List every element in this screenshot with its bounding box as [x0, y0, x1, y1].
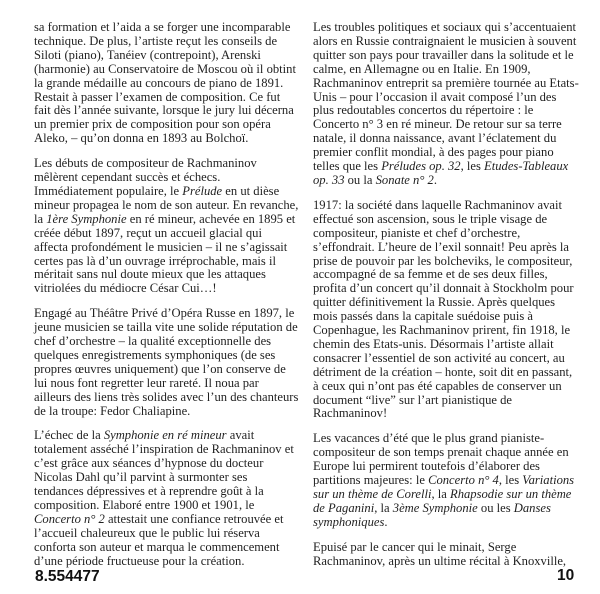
text-line: Epuisé par le cancer qui le minait, Serge — [313, 539, 517, 554]
text-line: consacrer l’essentiel de son activité au concert, au — [313, 350, 565, 365]
text-line — [313, 160, 575, 174]
text-line: alors en Russie contraignaient le musicien à souvent — [313, 33, 577, 48]
text-run: , la — [374, 500, 393, 515]
text-line: technique. De plus, l’artiste reçut les conseils de — [34, 33, 278, 48]
text-run: la — [34, 211, 47, 226]
text-line: Les débuts de compositeur de Rachmaninov — [34, 156, 257, 171]
text-line: méritait sans nul doute mieux que les attaques — [34, 267, 266, 282]
paragraph — [313, 199, 575, 422]
text-run: attestait une confiance retrouvée et — [104, 511, 284, 526]
text-run: telles que les — [313, 159, 382, 174]
text-line — [34, 513, 296, 527]
text-line: Siloti (piano), Tanéiev (contrepoint), Arenski — [34, 47, 261, 62]
text-line: profita d’un concert qu’il donnait à Stockholm pour — [313, 281, 574, 296]
text-line — [34, 429, 296, 443]
text-line: propres œuvres uniquement) que l’on conserve de — [34, 361, 286, 376]
text-line: de la troupe: Fedor Chaliapine. — [34, 403, 191, 418]
text-line: compositeur de son temps prenait chaque année en — [313, 445, 569, 460]
page-number: 10 — [557, 567, 575, 584]
text-line: (harmonie) au Conservatoire de Moscou où il obtint — [34, 61, 296, 76]
text-run: en ré mineur, achevée en 1895 et — [126, 211, 296, 226]
text-line: lui nous font regretter leur rareté. Il noua par — [34, 375, 259, 390]
paragraph — [313, 20, 579, 188]
text-line: calme, en Allemagne ou en Italie. En 1909, — [313, 61, 531, 76]
paragraph — [34, 429, 296, 568]
text-line: plus redoutables concertos du répertoire : le — [313, 103, 534, 118]
text-line — [313, 174, 575, 188]
paragraph — [313, 432, 575, 529]
text-line: compositeur, pianiste et chef d’orchestre, — [313, 225, 521, 240]
text-line — [313, 516, 575, 530]
text-run: , la — [431, 487, 451, 501]
text-line: quelques enregistrements symphoniques (de ses — [34, 347, 276, 362]
italic-title: op. 33 — [313, 172, 345, 187]
paragraph — [34, 156, 299, 296]
text-line: Les troubles politiques et sociaux qui s’accentuaient — [313, 20, 576, 34]
text-line: détriment de la création – honte, soit dit en passant, — [313, 364, 573, 379]
text-line: chemin des Etats-unis. Désormais l’artiste allait — [313, 336, 554, 351]
text-line: jeune musicien se tailla vite une solide réputation de — [34, 320, 298, 335]
text-line: mineur propagea le nom de son auteur. En revanche, — [34, 197, 299, 212]
paragraph — [313, 541, 575, 569]
text-line: Restait à passer l’examen de composition. Ce fut — [34, 89, 281, 104]
text-line: mois passés dans la capitale suédoise puis à — [313, 309, 533, 324]
text-line: mêlèrent cependant succès et échecs. — [34, 170, 221, 185]
text-line: Engagé au Théâtre Privé d’Opéra Russe en 1897, le — [34, 306, 295, 321]
text-line: ailleurs des liens très solides avec l’un des chanteurs — [34, 389, 299, 404]
text-line: l’accueil chaleureux que le public lui réserva — [34, 525, 260, 540]
text-line — [34, 185, 296, 199]
text-line: Europe lui permirent toutefois d’élaborer des — [313, 459, 540, 474]
right-column — [313, 20, 579, 580]
text-line: 1917: la société dans laquelle Rachmaninov avait — [313, 197, 562, 212]
text-run: , les — [460, 159, 485, 174]
text-line: c’est grâce aux séances d’hypnose du docteur — [34, 456, 264, 471]
italic-title: Préludes op. 32 — [381, 159, 461, 174]
text-line — [313, 502, 575, 516]
italic-title: symphoniques — [313, 514, 385, 529]
text-line: sa formation et l’aida a se forger une incomparable — [34, 20, 291, 34]
text-line: prise de pouvoir par les bolcheviks, le compositeur, — [313, 253, 573, 268]
text-line: la grande médaille au concours de piano de 1891. — [34, 75, 284, 90]
paragraph — [34, 21, 296, 146]
italic-title: sur un thème de Corelli — [313, 487, 432, 501]
text-run: L’échec de la — [34, 428, 104, 443]
italic-title: Prélude — [182, 183, 223, 198]
text-line: Copenhague, les Rachmaninov prirent, fin 1918, le — [313, 323, 571, 338]
text-line: créée début 1897, reçut un accueil glacial qui — [34, 225, 262, 240]
text-line: affecta profondément le musicien – il ne s’agissait — [34, 239, 288, 254]
text-line: chef d’orchestre – la qualité exceptionnelle des — [34, 334, 272, 349]
text-line — [313, 474, 575, 488]
text-line: certes pas là d’un ouvrage irréprochable, mais il — [34, 253, 276, 268]
text-line: quitter son pays pour travailler dans la solitude et le — [313, 47, 574, 62]
text-line: Concerto n° 3 en ré mineur. De retour sur sa terre — [313, 117, 562, 132]
text-line: composition. Elaboré entre 1900 et 1901, le — [34, 498, 255, 512]
text-line: Rachmaninov, après un ultime récital à Knoxville, — [313, 553, 567, 568]
text-line: Les vacances d’été que le plus grand pianiste- — [313, 431, 545, 446]
text-line: document “live” sur l’art pianistique de — [313, 392, 512, 407]
italic-title: Symphonie en ré mineur — [103, 428, 227, 443]
italic-title: Rhapsodie sur un thème — [450, 487, 572, 501]
italic-title: Danses — [513, 500, 551, 515]
text-line: Nicolas Dahl qu’il parvint à surmonter ses — [34, 470, 248, 485]
text-line — [34, 213, 296, 227]
paragraph — [34, 306, 299, 418]
text-line — [313, 488, 575, 502]
text-line: Aleko, – qu’on donna en 1893 au Bolchoï. — [34, 131, 249, 146]
italic-title: 1ère Symphonie — [46, 211, 127, 226]
text-run: ou les — [477, 500, 514, 515]
text-line: d’une période fructueuse pour la création. — [34, 553, 245, 568]
text-run: ou la — [344, 172, 376, 187]
text-line: quitter définitivement la Russie. Après quelques — [313, 295, 556, 310]
text-line: fait dès l’année suivante, lorsque le jury lui décerna — [34, 103, 294, 118]
text-line: Rachmaninov entreprit sa première tournée au Etats- — [313, 75, 579, 90]
text-line: conforta son auteur et marqua le commencement — [34, 539, 280, 554]
left-column — [34, 20, 299, 580]
italic-title: Concerto n° 4 — [428, 473, 499, 488]
text-run: . — [433, 172, 437, 187]
text-line: effectué son ascension, sous le triple visage de — [313, 211, 548, 226]
text-line: premier conflit mondial, à des pages pour piano — [313, 145, 554, 160]
text-line: vitriolées du médiocre César Cui…! — [34, 281, 217, 296]
text-line: natale, il donna naissance, avant l’éclatement du — [313, 131, 557, 146]
text-line: un premier prix de composition pour son opéra — [34, 117, 271, 132]
text-line: Rachmaninov! — [313, 406, 388, 421]
catalog-number: 8.554477 — [35, 568, 100, 585]
text-line: Unis – pour l’occasion il avait composé l’un des — [313, 89, 557, 104]
italic-title: Variations — [522, 473, 575, 488]
text-line: s’effondrait. L’heure de l’exil sonnait! Peu après la — [313, 239, 569, 254]
text-line: à ceux qui n’ont pas été capables de conserver un — [313, 378, 562, 393]
italic-title: de Paganini — [313, 500, 375, 515]
text-run: Immédiatement populaire, le — [34, 183, 183, 198]
text-line: accompagné de sa femme et de ses deux filles, — [313, 267, 548, 282]
text-run: . — [384, 514, 388, 529]
italic-title: 3ème Symphonie — [392, 500, 478, 515]
text-run: partitions majeures: le — [313, 473, 429, 488]
text-line: totalement asséché l’inspiration de Rachmaninov et — [34, 442, 294, 457]
italic-title: Sonate n° 2 — [375, 172, 434, 187]
text-run: , les — [498, 473, 523, 488]
text-run: en ut dièse — [222, 183, 280, 198]
text-run: avait — [226, 428, 255, 443]
italic-title: Etudes-Tableaux — [484, 159, 569, 174]
italic-title: Concerto n° 2 — [34, 511, 105, 526]
text-line: tendances dépressives et à reprendre goût à la — [34, 484, 264, 499]
